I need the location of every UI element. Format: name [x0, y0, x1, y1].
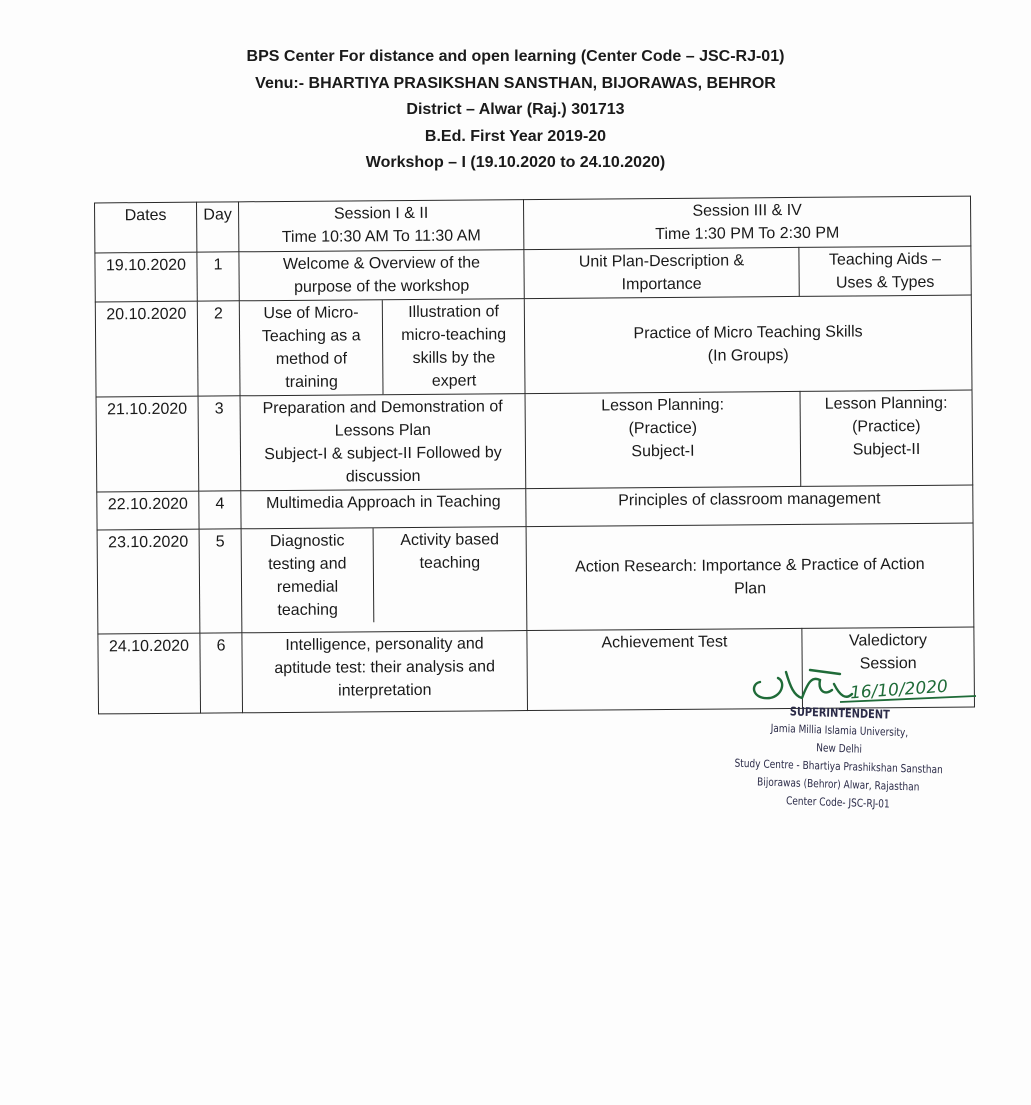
header-day: Day — [197, 202, 239, 252]
session-subcell — [240, 300, 384, 395]
session-cell — [524, 295, 972, 394]
cell-line: teaching — [277, 601, 338, 620]
superintendent-stamp — [715, 700, 963, 816]
table-row — [95, 246, 971, 302]
cell-line: discussion — [345, 467, 421, 486]
day-cell: 6 — [200, 633, 243, 713]
header-line-venue: Venu:- BHARTIYA PRASIKSHAN SANSTHAN, BIJORAWAS, BEHROR — [255, 74, 776, 92]
cell-line: Use of Micro- — [263, 304, 359, 323]
header-line-center: BPS Center For distance and open learning (Center Code – JSC-RJ-01) — [246, 48, 785, 65]
date-cell: 21.10.2020 — [96, 396, 199, 492]
session-cell — [799, 246, 971, 296]
cell-line: (Practice) — [852, 417, 921, 436]
cell-line: Practice of Micro Teaching Skills — [633, 323, 863, 343]
session-cell — [526, 523, 974, 631]
cell-line: Importance — [621, 275, 702, 294]
cell-line: interpretation — [338, 681, 432, 700]
session-cell — [242, 631, 528, 713]
header-line-district: District – Alwar (Raj.) 301713 — [406, 101, 625, 118]
cell-line: Diagnostic — [269, 532, 345, 551]
session-cell — [239, 250, 524, 301]
session-1-2-time: Time 10:30 AM To 11:30 AM — [281, 227, 481, 246]
date-cell: 19.10.2020 — [95, 252, 197, 302]
cell-line: Uses & Types — [835, 273, 935, 292]
stamp-line: Study Centre - Bhartiya Prashikshan Sansthan — [734, 756, 943, 777]
day-cell: 2 — [197, 301, 240, 396]
cell-line: Action Research: Importance & Practice of Action — [575, 555, 925, 576]
cell-line: method of — [275, 350, 348, 369]
signature-date: 16/10/2020 — [849, 676, 949, 704]
cell-line: skills by the — [412, 349, 496, 367]
table-row — [97, 523, 974, 634]
cell-line: (Practice) — [628, 419, 698, 438]
session-cell: Achievement Test — [527, 628, 803, 710]
day-cell: 4 — [199, 491, 241, 529]
cell-line: Lessons Plan — [334, 421, 431, 440]
table-row — [96, 390, 973, 492]
cell-line: Subject-I & subject-II Followed by — [264, 444, 502, 464]
session-1-2-title: Session I & II — [333, 204, 429, 223]
schedule-table — [94, 196, 975, 715]
session-subcell — [373, 527, 526, 622]
day-cell: 1 — [197, 252, 239, 301]
cell-line: Illustration of — [408, 303, 499, 321]
session-3-4-title: Session III & IV — [692, 201, 802, 220]
cell-line: Activity based — [400, 531, 500, 550]
document-header — [0, 44, 1031, 177]
session-cell: Multimedia Approach in Teaching — [241, 489, 526, 529]
date-cell: 22.10.2020 — [97, 491, 199, 530]
cell-line: Teaching as a — [261, 327, 361, 346]
stamp-line: Jamia Millia Islamia University, — [770, 721, 909, 740]
session-cell-split — [239, 299, 525, 396]
cell-line: purpose of the workshop — [294, 277, 470, 296]
header-session-1-2 — [239, 200, 524, 252]
session-cell — [524, 247, 799, 298]
session-subcell — [242, 528, 374, 623]
header-line-course: B.Ed. First Year 2019-20 — [424, 127, 607, 145]
session-subcell — [383, 299, 525, 394]
header-dates: Dates — [95, 202, 197, 253]
day-cell: 5 — [199, 529, 242, 633]
date-cell: 24.10.2020 — [98, 633, 201, 714]
date-cell: 20.10.2020 — [95, 301, 198, 397]
stamp-line: New Delhi — [816, 741, 863, 756]
table-row — [95, 295, 972, 397]
cell-line: Valedictory — [848, 631, 928, 650]
session-3-4-time: Time 1:30 PM To 2:30 PM — [655, 224, 840, 244]
cell-line: expert — [431, 372, 477, 390]
table-header-row — [95, 196, 971, 253]
cell-line: remedial — [276, 578, 339, 597]
cell-line: teaching — [419, 554, 481, 572]
stamp-line: Center Code- JSC-RJ-01 — [785, 794, 890, 811]
header-line-workshop: Workshop – I (19.10.2020 to 24.10.2020) — [365, 154, 666, 171]
cell-line: Intelligence, personality and — [285, 635, 484, 654]
cell-line: Preparation and Demonstration of — [262, 398, 503, 418]
header-session-3-4 — [523, 196, 970, 250]
date-cell: 23.10.2020 — [97, 529, 200, 634]
cell-line: Plan — [733, 579, 767, 597]
cell-line: testing and — [268, 555, 347, 574]
cell-line: Subject-I — [631, 442, 695, 461]
session-cell-split — [241, 527, 527, 633]
session-cell: Principles of classroom management — [526, 485, 973, 527]
cell-line: (In Groups) — [707, 347, 789, 365]
cell-line: micro-teaching — [401, 326, 507, 345]
day-cell: 3 — [198, 396, 241, 491]
stamp-line: Bijorawas (Behror) Alwar, Rajasthan — [756, 775, 920, 794]
cell-line: Lesson Planning: — [601, 396, 725, 415]
signature-block — [690, 660, 990, 820]
cell-line: Teaching Aids – — [828, 250, 942, 269]
cell-line: Unit Plan-Description & — [578, 252, 745, 271]
cell-line: Welcome & Overview of the — [282, 254, 481, 273]
session-cell — [240, 394, 526, 491]
cell-line: Session — [859, 655, 917, 673]
cell-line: Lesson Planning: — [824, 394, 948, 413]
session-cell — [800, 390, 973, 486]
stamp-title: SUPERINTENDENT — [789, 704, 890, 722]
cell-line: aptitude test: their analysis and — [274, 658, 496, 678]
cell-line: Subject-II — [852, 440, 921, 459]
cell-line: training — [285, 373, 338, 391]
session-cell — [525, 391, 801, 488]
